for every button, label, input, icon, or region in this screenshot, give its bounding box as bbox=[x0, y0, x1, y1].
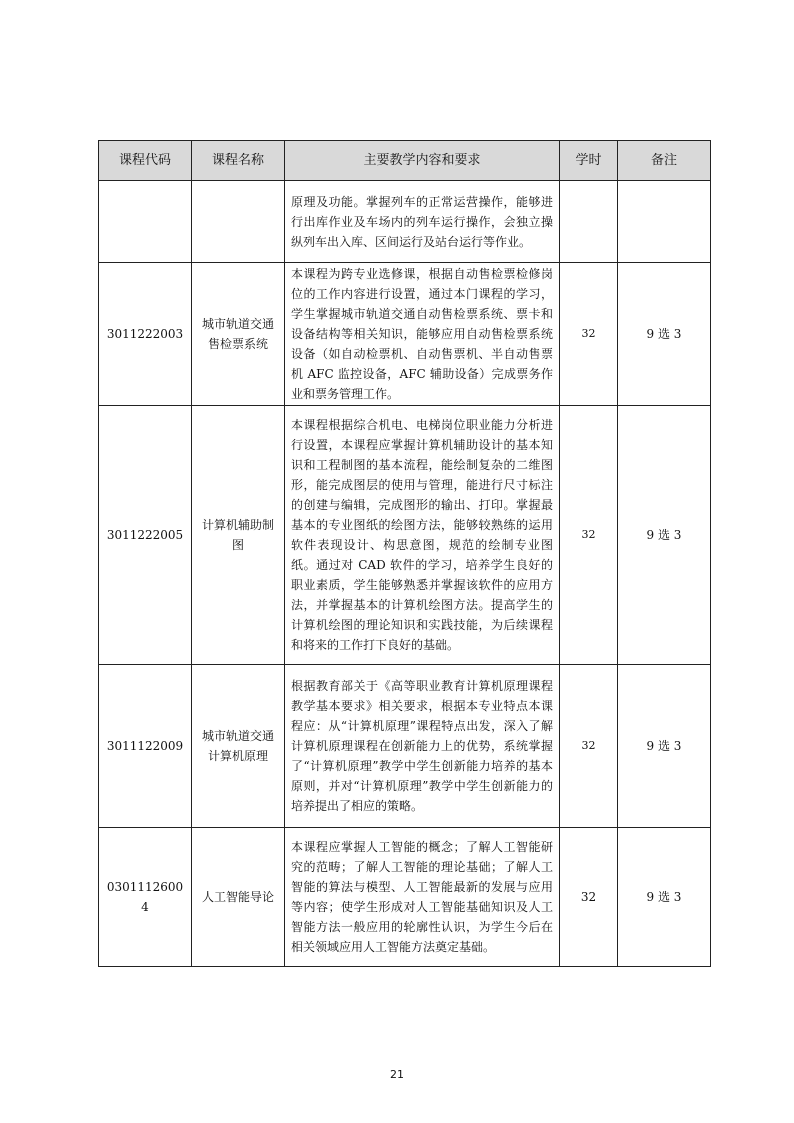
header-course-code: 课程代码 bbox=[99, 141, 192, 181]
course-name: 城市轨道交通售检票系统 bbox=[192, 263, 285, 406]
course-notes: 9 选 3 bbox=[618, 665, 711, 828]
course-notes: 9 选 3 bbox=[618, 828, 711, 967]
course-hours: 32 bbox=[560, 665, 618, 828]
table-row bbox=[99, 665, 711, 828]
course-content: 本课程为跨专业选修课，根据自动售检票检修岗位的工作内容进行设置，通过本门课程的学习，学生掌握城市轨道交通自动售检票系统、票卡和设备结构等相关知识，能够应用自动售检票系统设备（如自动检票机、自动售票机、半自动售票机 AFC 监控设备，AFC 辅助设备）完成票务作业和票务管理工作。 bbox=[285, 263, 560, 406]
header-notes: 备注 bbox=[618, 141, 711, 181]
header-hours: 学时 bbox=[560, 141, 618, 181]
course-code: 3011222005 bbox=[99, 406, 192, 665]
table-row bbox=[99, 181, 711, 263]
header-course-name: 课程名称 bbox=[192, 141, 285, 181]
course-notes bbox=[618, 181, 711, 263]
course-name: 城市轨道交通计算机原理 bbox=[192, 665, 285, 828]
course-code: 3011122009 bbox=[99, 665, 192, 828]
table-row bbox=[99, 828, 711, 967]
course-code: 3011222003 bbox=[99, 263, 192, 406]
course-hours: 32 bbox=[560, 406, 618, 665]
header-content: 主要教学内容和要求 bbox=[285, 141, 560, 181]
course-content: 本课程应掌握人工智能的概念；了解人工智能研究的范畴；了解人工智能的理论基础；了解人工智能的算法与模型、人工智能最新的发展与应用等内容；使学生形成对人工智能基础知识及人工智能方法一般应用的轮廓性认识，为学生今后在相关领域应用人工智能方法奠定基础。 bbox=[285, 828, 560, 967]
course-name: 人工智能导论 bbox=[192, 828, 285, 967]
table-row bbox=[99, 263, 711, 406]
course-code: 03011126004 bbox=[99, 828, 192, 967]
course-hours: 32 bbox=[560, 828, 618, 967]
course-name: 计算机辅助制图 bbox=[192, 406, 285, 665]
course-code bbox=[99, 181, 192, 263]
table-header-row bbox=[99, 141, 711, 181]
course-notes: 9 选 3 bbox=[618, 263, 711, 406]
course-name bbox=[192, 181, 285, 263]
table-row bbox=[99, 406, 711, 665]
page-number: 21 bbox=[390, 1068, 404, 1081]
course-notes: 9 选 3 bbox=[618, 406, 711, 665]
course-hours: 32 bbox=[560, 263, 618, 406]
course-content: 本课程根据综合机电、电梯岗位职业能力分析进行设置，本课程应掌握计算机辅助设计的基本知识和工程制图的基本流程，能绘制复杂的二维图形，能完成图层的使用与管理，能进行尺寸标注的创建与编辑，完成图形的输出、打印。掌握最基本的专业图纸的绘图方法，能够较熟练的运用软件表现设计、构思意图，规范的绘制专业图纸。通过对 CAD 软件的学习，培养学生良好的职业素质，学生能够熟悉并掌握该软件的应用方法，并掌握基本的计算机绘图方法。提高学生的计算机绘图的理论知识和实践技能，为后续课程和将来的工作打下良好的基础。 bbox=[285, 406, 560, 665]
course-hours bbox=[560, 181, 618, 263]
course-content: 根据教育部关于《高等职业教育计算机原理课程教学基本要求》相关要求，根据本专业特点本课程应：从“计算机原理”课程特点出发，深入了解计算机原理课程在创新能力上的优势，系统掌握了“计算机原理”教学中学生创新能力培养的基本原则，并对“计算机原理”教学中学生创新能力的培养提出了相应的策略。 bbox=[285, 665, 560, 828]
course-content: 原理及功能。掌握列车的正常运营操作，能够进行出库作业及车场内的列车运行操作，会独立操纵列车出入库、区间运行及站台运行等作业。 bbox=[285, 181, 560, 263]
course-table bbox=[98, 140, 711, 967]
